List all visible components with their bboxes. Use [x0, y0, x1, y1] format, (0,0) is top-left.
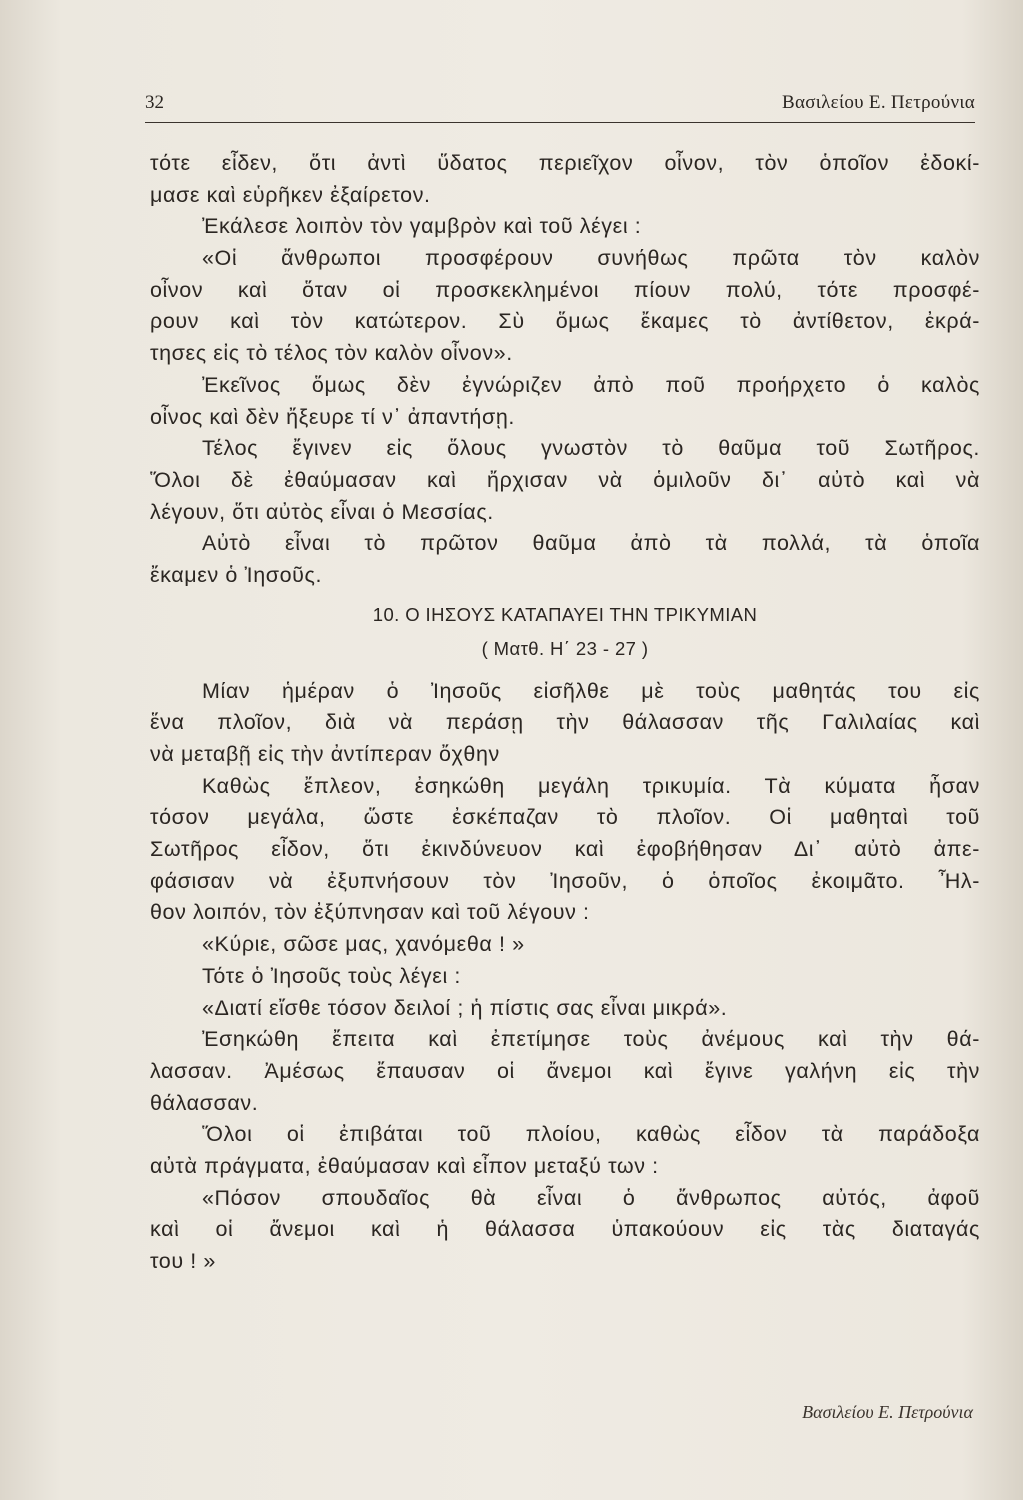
- body-text: [150, 148, 980, 1278]
- section-reference: ( Ματθ. Η΄ 23 - 27 ): [481, 637, 649, 659]
- text-line: «Οἱ ἄνθρωποι προσφέρουν συνήθως πρῶτα τὸν καλὸν: [202, 246, 980, 271]
- text-line: Τότε ὁ Ἰησοῦς τοὺς λέγει :: [202, 963, 461, 988]
- section-title: 10. Ο ΙΗΣΟΥΣ ΚΑΤΑΠΑΥΕΙ ΤΗΝ ΤΡΙΚΥΜΙΑΝ: [372, 603, 758, 625]
- text-line: τόσον μεγάλα, ὥστε ἐσκέπαζαν τὸ πλοῖον. Οἱ μαθηταὶ τοῦ: [150, 805, 980, 830]
- text-line: «Κύριε, σῶσε μας, χανόμεθα ! »: [202, 932, 525, 957]
- text-line: Ὅλοι δὲ ἐθαύμασαν καὶ ἤρχισαν νὰ ὁμιλοῦν δι᾽ αὐτὸ καὶ νὰ: [150, 467, 980, 492]
- text-line: φάσισαν νὰ ἐξυπνήσουν τὸν Ἰησοῦν, ὁ ὁποῖος ἐκοιμᾶτο. Ἦλ-: [150, 868, 980, 893]
- text-line: Τέλος ἔγινεν εἰς ὅλους γνωστὸν τὸ θαῦμα τοῦ Σωτῆρος.: [202, 436, 980, 461]
- text-line: θάλασσαν.: [150, 1090, 259, 1115]
- text-line: οἶνον καὶ ὅταν οἱ προσκεκλημένοι πίουν πολύ, τότε προσφέ-: [150, 277, 980, 302]
- text-line: ἕνα πλοῖον, διὰ νὰ περάσῃ τὴν θάλασσαν τῆς Γαλιλαίας καὶ: [150, 710, 980, 735]
- text-line: «Πόσον σπουδαῖος θὰ εἶναι ὁ ἄνθρωπος αὐτός, ἀφοῦ: [202, 1185, 980, 1210]
- text-line: του ! »: [150, 1249, 216, 1273]
- page-header: [145, 88, 975, 123]
- text-line: Ἐσηκώθη ἔπειτα καὶ ἐπετίμησε τοὺς ἀνέμους καὶ τὴν θά-: [202, 1027, 980, 1052]
- signature: Βασιλείου Ε. Πετρούνια: [802, 1402, 973, 1422]
- text-line: λέγουν, ὅτι αὐτὸς εἶναι ὁ Μεσσίας.: [150, 499, 494, 524]
- text-line: αὐτὰ πράγματα, ἐθαύμασαν καὶ εἶπον μεταξύ των :: [150, 1153, 659, 1178]
- text-line: ρουν καὶ τὸν κατώτερον. Σὺ ὅμως ἔκαμες τὸ ἀντίθετον, ἐκρά-: [150, 309, 980, 334]
- text-line: Καθὼς ἔπλεον, ἐσηκώθη μεγάλη τρικυμία. Τὰ κύματα ἦσαν: [202, 773, 980, 798]
- text-line: ἔκαμεν ὁ Ἰησοῦς.: [150, 562, 323, 587]
- page-number: 32: [145, 92, 164, 113]
- text-line: καὶ οἱ ἄνεμοι καὶ ἡ θάλασσα ὑπακούουν εἰς τὰς διαταγάς: [150, 1217, 980, 1242]
- text-line: λασσαν. Ἀμέσως ἔπαυσαν οἱ ἄνεμοι καὶ ἔγινε γαλήνη εἰς τὴν: [150, 1058, 980, 1083]
- text-line: Ἐκάλεσε λοιπὸν τὸν γαμβρὸν καὶ τοῦ λέγει :: [202, 214, 642, 239]
- text-line: Αὐτὸ εἶναι τὸ πρῶτον θαῦμα ἀπὸ τὰ πολλά, τὰ ὁποῖα: [202, 531, 980, 556]
- text-line: θον λοιπόν, τὸν ἐξύπνησαν καὶ τοῦ λέγουν :: [150, 900, 590, 925]
- text-line: οἶνος καὶ δὲν ἤξευρε τί ν᾽ ἀπαντήσῃ.: [150, 404, 515, 429]
- text-line: τότε εἶδεν, ὅτι ἀντὶ ὕδατος περιεῖχον οἶνον, τὸν ὁποῖον ἐδοκί-: [150, 151, 980, 175]
- text-line: Ἐκεῖνος ὅμως δὲν ἐγνώριζεν ἀπὸ ποῦ προήρχετο ὁ καλὸς: [202, 372, 980, 397]
- text-line: μασε καὶ εὑρῆκεν ἐξαίρετον.: [150, 182, 431, 207]
- text-line: Μίαν ἡμέραν ὁ Ἰησοῦς εἰσῆλθε μὲ τοὺς μαθητάς του εἰς: [202, 678, 980, 703]
- text-line: τησες εἰς τὸ τέλος τὸν καλὸν οἶνον».: [150, 341, 513, 366]
- running-head: Βασιλείου Ε. Πετρούνια: [781, 92, 975, 113]
- text-line: Σωτῆρος εἶδον, ὅτι ἐκινδύνευον καὶ ἐφοβήθησαν Δι᾽ αὐτὸ ἀπε-: [150, 837, 980, 862]
- text-line: Ὅλοι οἱ ἐπιβάται τοῦ πλοίου, καθὼς εἶδον τὰ παράδοξα: [202, 1122, 980, 1147]
- text-line: νὰ μεταβῇ εἰς τὴν ἀντίπεραν ὄχθην: [150, 742, 500, 766]
- text-line: «Διατί εἴσθε τόσον δειλοί ; ἡ πίστις σας εἶναι μικρά».: [202, 995, 728, 1020]
